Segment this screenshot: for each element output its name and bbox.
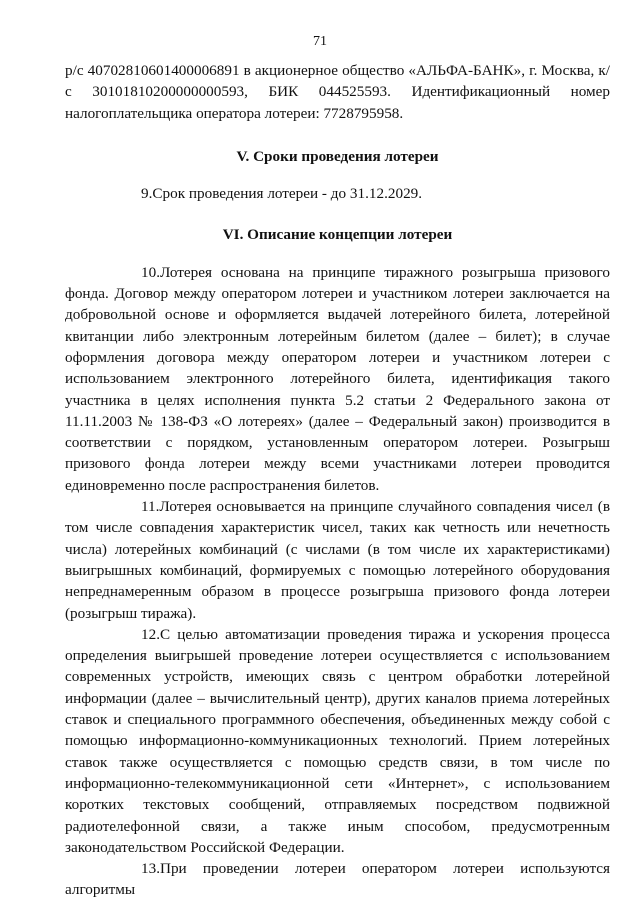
paragraph-10-text: Лотерея основана на принципе тиражного розыгрыша призового фонда. Договор между оператором лотереи и участником лотереи заключается на добровольной основе и оформляется выдачей лотерейного билета, лотерейной квитанции либо электронным лотерейным билетом (далее – билет); в случае оформления договора между оператором лотереи и участником лотереи с использованием электронного лотерейного билета, идентификация такого участника в целях исполнения пункта 5.2 статьи 2 Федерального закона от 11.11.2003 № 138-ФЗ «О лотереях» (далее – Федеральный закон) производится в соответствии с порядком, установленным оператором лотереи. Розыгрыш призового фонда лотереи между всеми участниками лотереи проводится единовременно после распространения билетов. bbox=[65, 263, 610, 494]
section-heading-vi: VI. Описание концепции лотереи bbox=[222, 226, 453, 244]
page-content bbox=[65, 60, 610, 901]
paragraph-12 bbox=[65, 624, 610, 858]
paragraph-9 bbox=[65, 183, 610, 204]
paragraph-9-number: 9. bbox=[141, 185, 153, 203]
paragraph-11 bbox=[65, 496, 610, 624]
paragraph-13-text: При проведении лотереи оператором лотереи используются алгоритмы bbox=[65, 860, 610, 899]
paragraph-13-number: 13. bbox=[141, 860, 160, 878]
paragraph-12-number: 12. bbox=[141, 625, 160, 643]
paragraph-10-number: 10. bbox=[141, 263, 160, 281]
bank-details-paragraph: р/с 40702810601400006891 в акционерное общество «АЛЬФА-БАНК», г. Москва, к/с 30101810200000000593, БИК 044525593. Идентификационный номер налогоплательщика оператора лотереи: 7728795958. bbox=[65, 62, 610, 122]
page-number: 71 bbox=[313, 34, 327, 49]
paragraph-11-text: Лотерея основывается на принципе случайного совпадения чисел (в том числе совпадения характеристик чисел, таких как четность или нечетность числа) лотерейных комбинаций (с числами (в том числе их характеристиками) выигрышных комбинаций, формируемых с помощью лотерейного оборудования непреднамеренным образом в процессе розыгрыша призового фонда лотереи (розыгрыш тиража). bbox=[65, 498, 610, 622]
paragraph-12-text: С целью автоматизации проведения тиража и ускорения процесса определения выигрышей проведение лотереи осуществляется с использованием современных устройств, имеющих связь с центром обработки лотерейной информации (далее – вычислительный центр), других каналов приема лотерейных ставок и специального программного обеспечения, объединенных между собой с помощью информационно-коммуникационных технологий. Прием лотерейных ставок также осуществляется с помощью средств связи, в том числе по информационно-телекоммуникационной сети «Интернет», с использованием коротких текстовых сообщений, отправляемых посредством подвижной радиотелефонной связи, а также иным способом, предусмотренным законодательством Российской Федерации. bbox=[65, 625, 610, 856]
paragraph-13 bbox=[65, 858, 610, 901]
section-heading-v: V. Сроки проведения лотереи bbox=[236, 147, 439, 165]
paragraph-11-number: 11. bbox=[141, 498, 160, 516]
paragraph-10 bbox=[65, 262, 610, 496]
paragraph-9-text: Срок проведения лотереи - до 31.12.2029. bbox=[152, 185, 423, 203]
